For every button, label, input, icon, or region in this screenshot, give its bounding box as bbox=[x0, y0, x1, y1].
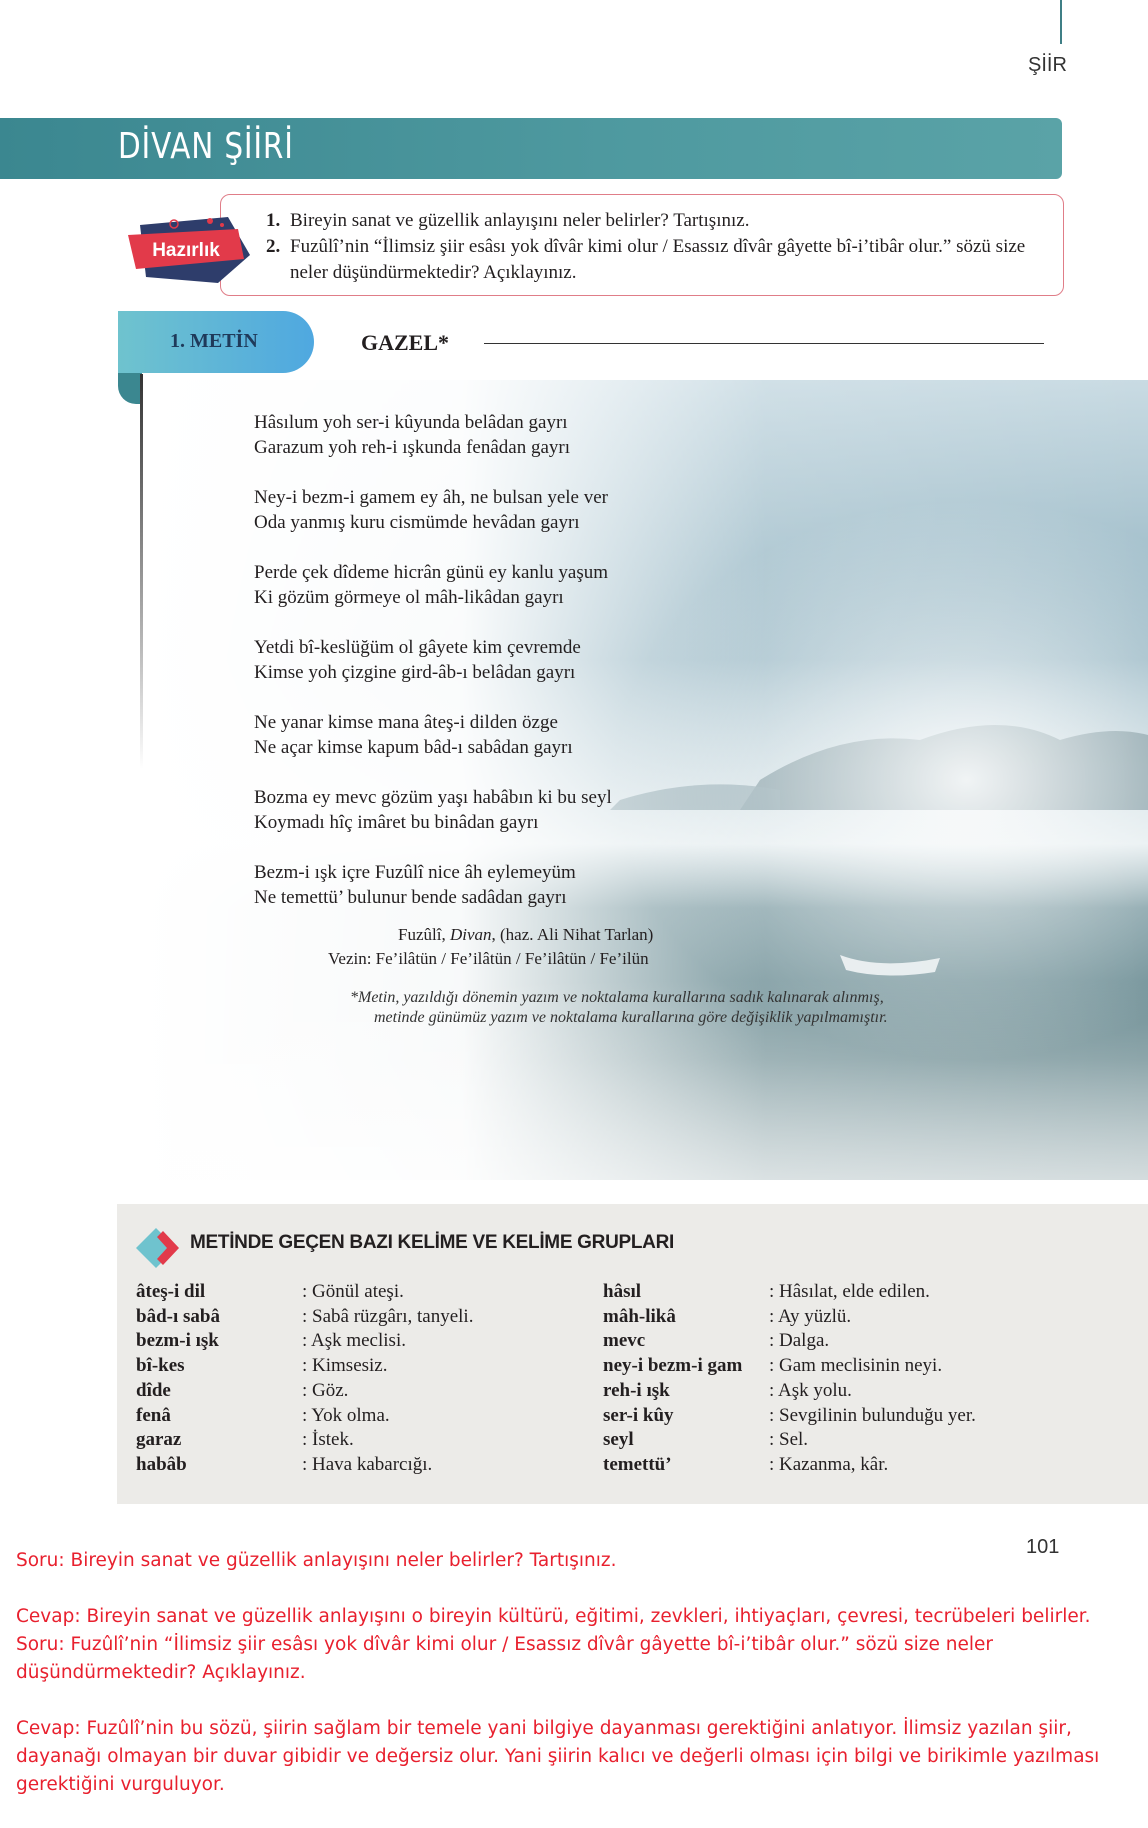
glossary-definition: : Gönül ateşi. bbox=[302, 1281, 404, 1302]
glossary-definition: : Yok olma. bbox=[302, 1404, 390, 1426]
glossary-row bbox=[603, 1354, 976, 1379]
glossary-row bbox=[136, 1329, 473, 1354]
answer-question-1: Soru: Bireyin sanat ve güzellik anlayışını neler belirler? Tartışınız. bbox=[16, 1550, 617, 1571]
question-text: Fuzûlî’nin “İlimsiz şiir esâsı yok dîvâr kimi olur / Esassız dîvâr gâyette bî-i’tibâr olur.” sözü size neler düşündürmektedir? Açıklayınız. bbox=[290, 236, 1026, 283]
glossary-term: seyl bbox=[603, 1429, 634, 1451]
verse-line: Ne yanar kimse mana âteş-i dilden özge bbox=[254, 712, 558, 733]
glossary-definition: : Kimsesiz. bbox=[302, 1355, 388, 1377]
footnote-line: metinde günümüz yazım ve noktalama kurallarına göre değişiklik yapılmamıştır. bbox=[374, 1009, 888, 1026]
poem-title-rule bbox=[484, 343, 1044, 344]
glossary-term: fenâ bbox=[136, 1404, 171, 1426]
glossary-definition: : İstek. bbox=[302, 1429, 354, 1451]
glossary-definition: : Göz. bbox=[302, 1379, 349, 1401]
glossary-row bbox=[136, 1354, 473, 1379]
glossary-definition: : Aşk meclisi. bbox=[302, 1330, 406, 1352]
glossary-term: ney-i bezm-i gam bbox=[603, 1355, 743, 1377]
glossary-term: ser-i kûy bbox=[603, 1404, 674, 1426]
glossary-definition: : Gam meclisinin neyi. bbox=[769, 1355, 943, 1377]
verse-line: Bezm-i ışk içre Fuzûlî nice âh eylemeyüm bbox=[254, 862, 576, 883]
glossary-row bbox=[136, 1453, 473, 1478]
glossary-term: hâsıl bbox=[603, 1281, 642, 1302]
preparation-question bbox=[262, 208, 1052, 234]
stanza bbox=[254, 710, 612, 760]
stanza bbox=[254, 860, 612, 910]
glossary-row bbox=[136, 1428, 473, 1453]
stanza bbox=[254, 635, 612, 685]
question-text: Bireyin sanat ve güzellik anlayışını neler belirler? Tartışınız. bbox=[290, 210, 750, 231]
glossary-term: habâb bbox=[136, 1453, 187, 1475]
glossary-row bbox=[603, 1379, 976, 1404]
glossary-term: mevc bbox=[603, 1330, 646, 1352]
left-rule bbox=[140, 374, 143, 769]
chapter-title: DİVAN ŞİİRİ bbox=[118, 126, 294, 167]
glossary-diamond-icon bbox=[133, 1225, 179, 1271]
section-label: ŞİİR bbox=[1028, 54, 1067, 76]
poem-title: GAZEL* bbox=[361, 330, 450, 355]
glossary-term: bî-kes bbox=[136, 1355, 185, 1377]
preparation-badge bbox=[118, 215, 253, 285]
question-number: 1. bbox=[266, 210, 281, 231]
verse-line: Hâsılum yoh ser-i kûyunda belâdan gayrı bbox=[254, 412, 568, 433]
footnote-line: *Metin, yazıldığı dönemin yazım ve noktalama kurallarına sadık kalınarak alınmış, bbox=[350, 989, 884, 1006]
source-editor: , (haz. Ali Nihat Tarlan) bbox=[491, 925, 654, 944]
glossary-term: bezm-i ışk bbox=[136, 1330, 219, 1352]
glossary-row bbox=[136, 1280, 473, 1305]
verse-line: Yetdi bî-keslüğüm ol gâyete kim çevremde bbox=[254, 637, 581, 658]
glossary-left-column bbox=[136, 1280, 473, 1478]
glossary-row bbox=[603, 1428, 976, 1453]
verse-line: Ki gözüm görmeye ol mâh-likâdan gayrı bbox=[254, 587, 564, 608]
poem-meter: Vezin: Fe’ilâtün / Fe’ilâtün / Fe’ilâtün / Fe’ilün bbox=[328, 949, 649, 968]
stanza bbox=[254, 410, 612, 460]
glossary-definition: : Hava kabarcığı. bbox=[302, 1453, 433, 1475]
glossary-row bbox=[136, 1305, 473, 1330]
glossary-row bbox=[603, 1280, 976, 1305]
glossary-term: reh-i ışk bbox=[603, 1379, 670, 1401]
verse-line: Garazum yoh reh-i ışkunda fenâdan gayrı bbox=[254, 437, 571, 458]
question-number: 2. bbox=[266, 236, 281, 257]
preparation-question bbox=[262, 234, 1052, 286]
badge-dot bbox=[207, 218, 213, 224]
glossary-right-column bbox=[603, 1280, 976, 1478]
glossary-definition: : Sabâ rüzgârı, tanyeli. bbox=[302, 1305, 474, 1327]
answer-question-2: Soru: Fuzûlî’nin “İlimsiz şiir esâsı yok dîvâr kimi olur / Esassız dîvâr gâyette bî-i’tibâr olur.” sözü size neler düşündürmektedir? Açıklayınız. bbox=[16, 1634, 993, 1683]
stanza bbox=[254, 485, 612, 535]
glossary-definition: : Sel. bbox=[769, 1429, 809, 1451]
glossary-definition: : Sevgilinin bulunduğu yer. bbox=[769, 1404, 976, 1426]
verse-line: Perde çek dîdeme hicrân günü ey kanlu yaşum bbox=[254, 562, 609, 583]
glossary-row bbox=[603, 1305, 976, 1330]
glossary-row bbox=[136, 1404, 473, 1429]
source-work: Divan bbox=[449, 925, 492, 944]
glossary-row bbox=[136, 1379, 473, 1404]
glossary-definition: : Aşk yolu. bbox=[769, 1379, 852, 1401]
badge-dot bbox=[220, 223, 224, 227]
stanza bbox=[254, 785, 612, 835]
page-number: 101 bbox=[1026, 1536, 1060, 1558]
glossary-definition: : Kazanma, kâr. bbox=[769, 1453, 889, 1475]
glossary-definition: : Hâsılat, elde edilen. bbox=[769, 1281, 930, 1302]
verse-line: Ne açar kimse kapum bâd-ı sabâdan gayrı bbox=[254, 737, 573, 758]
glossary-term: temettü’ bbox=[603, 1453, 672, 1475]
text-tab-curl bbox=[118, 370, 142, 404]
verse-line: Bozma ey mevc gözüm yaşı habâbın ki bu seyl bbox=[254, 787, 612, 808]
verse-line: Ne temettü’ bulunur bende sadâdan gayrı bbox=[254, 887, 567, 908]
stanza bbox=[254, 560, 612, 610]
verse-line: Ney-i bezm-i gamem ey âh, ne bulsan yele ver bbox=[254, 487, 608, 508]
glossary-term: dîde bbox=[136, 1379, 171, 1401]
glossary-term: mâh-likâ bbox=[603, 1305, 676, 1327]
verse-line: Oda yanmış kuru cismümde hevâdan gayrı bbox=[254, 512, 580, 533]
footnote bbox=[350, 988, 888, 1028]
glossary-term: âteş-i dil bbox=[136, 1281, 206, 1302]
glossary-row bbox=[603, 1404, 976, 1429]
glossary-term: garaz bbox=[136, 1429, 182, 1451]
glossary-definition: : Dalga. bbox=[769, 1330, 830, 1352]
verse-line: Koymadı hîç imâret bu binâdan gayrı bbox=[254, 812, 539, 833]
verse-line: Kimse yoh çizgine gird-âb-ı belâdan gayrı bbox=[254, 662, 576, 683]
poem bbox=[254, 410, 612, 935]
answer-text-1: Cevap: Bireyin sanat ve güzellik anlayışını o bireyin kültürü, eğitimi, zevkleri, ihtiyaçları, çevresi, tecrübeleri belirler. bbox=[16, 1606, 1091, 1627]
glossary-title: METİNDE GEÇEN BAZI KELİME VE KELİME GRUPLARI bbox=[190, 1232, 674, 1253]
text-label: 1. METİN bbox=[170, 330, 258, 352]
source-author: Fuzûlî, bbox=[398, 925, 450, 944]
poem-source bbox=[398, 925, 653, 945]
answer-text-2: Cevap: Fuzûlî’nin bu sözü, şiirin sağlam bir temele yani bilgiye dayanması gerektiğini anlatıyor. İlimsiz yazılan şiir, dayanağı olmayan bir duvar gibidir ve değersiz olur. Yani şiirin kalıcı ve değerli olması için bilgi ve birikimle yazılması gerektiğini vurguluyor. bbox=[16, 1718, 1100, 1795]
glossary-row bbox=[603, 1453, 976, 1478]
preparation-questions bbox=[262, 208, 1052, 286]
badge-label: Hazırlık bbox=[152, 240, 220, 261]
glossary-definition: : Ay yüzlü. bbox=[769, 1305, 852, 1327]
glossary-row bbox=[603, 1329, 976, 1354]
glossary-term: bâd-ı sabâ bbox=[136, 1305, 220, 1327]
top-rule bbox=[1060, 0, 1062, 44]
